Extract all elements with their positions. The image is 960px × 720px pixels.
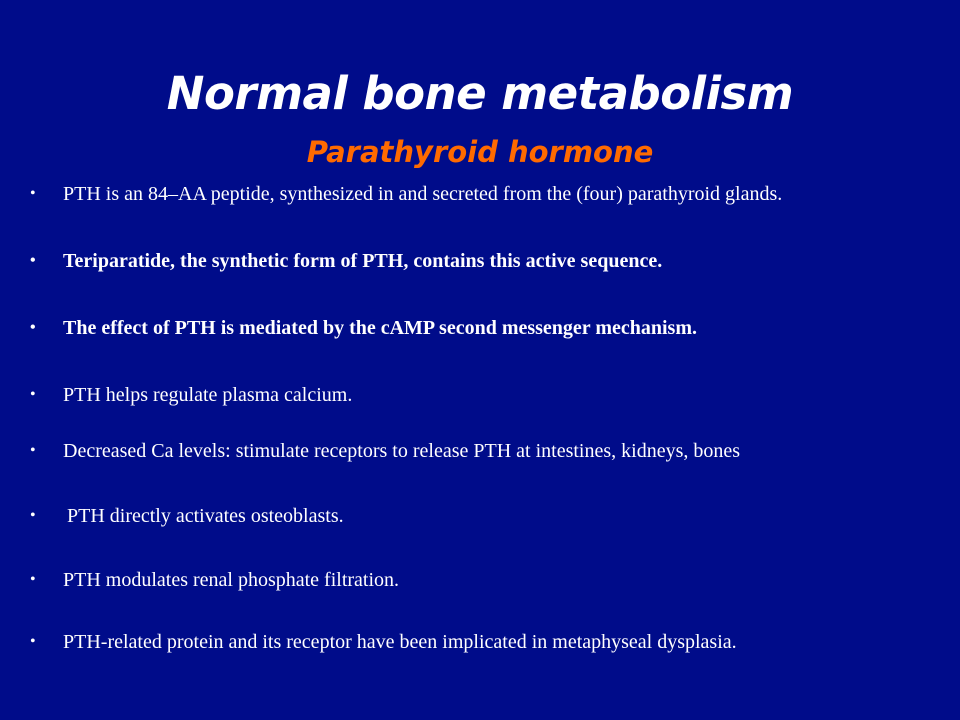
bullet-text: PTH modulates renal phosphate filtration. [63, 569, 400, 591]
slide-subtitle: Parathyroid hormone [306, 135, 654, 170]
slide-title: Normal bone metabolism [166, 67, 794, 121]
bullet-text: PTH-related protein and its receptor have been implicated in metaphyseal dysplasia. [63, 631, 737, 653]
bullet-item [30, 501, 940, 531]
bullet-dot-icon: • [30, 319, 36, 336]
bullet-item [30, 246, 940, 276]
bullet-text: The effect of PTH is mediated by the cAMP second messenger mechanism. [63, 317, 697, 339]
bullet-dot-icon: • [30, 633, 36, 650]
bullet-text: PTH directly activates osteoblasts. [67, 505, 344, 527]
bullet-item [30, 565, 940, 595]
bullet-dot-icon: • [30, 571, 36, 588]
bullet-dot-icon: • [30, 252, 36, 269]
bullet-item [30, 179, 940, 209]
bullet-dot-icon: • [30, 386, 36, 403]
bullet-item [30, 380, 940, 410]
bullet-text: PTH is an 84–AA peptide, synthesized in and secreted from the (four) parathyroid glands. [63, 183, 783, 205]
bullet-dot-icon: • [30, 442, 36, 459]
bullet-item [30, 627, 940, 657]
bullet-dot-icon: • [30, 185, 36, 202]
bullet-text: Decreased Ca levels: stimulate receptors to release PTH at intestines, kidneys, bones [63, 440, 741, 462]
bullet-text: PTH helps regulate plasma calcium. [63, 384, 353, 406]
bullet-text: Teriparatide, the synthetic form of PTH, contains this active sequence. [63, 250, 663, 272]
bullet-dot-icon: • [30, 507, 36, 524]
bullet-item [30, 436, 940, 466]
bullet-item [30, 313, 940, 343]
